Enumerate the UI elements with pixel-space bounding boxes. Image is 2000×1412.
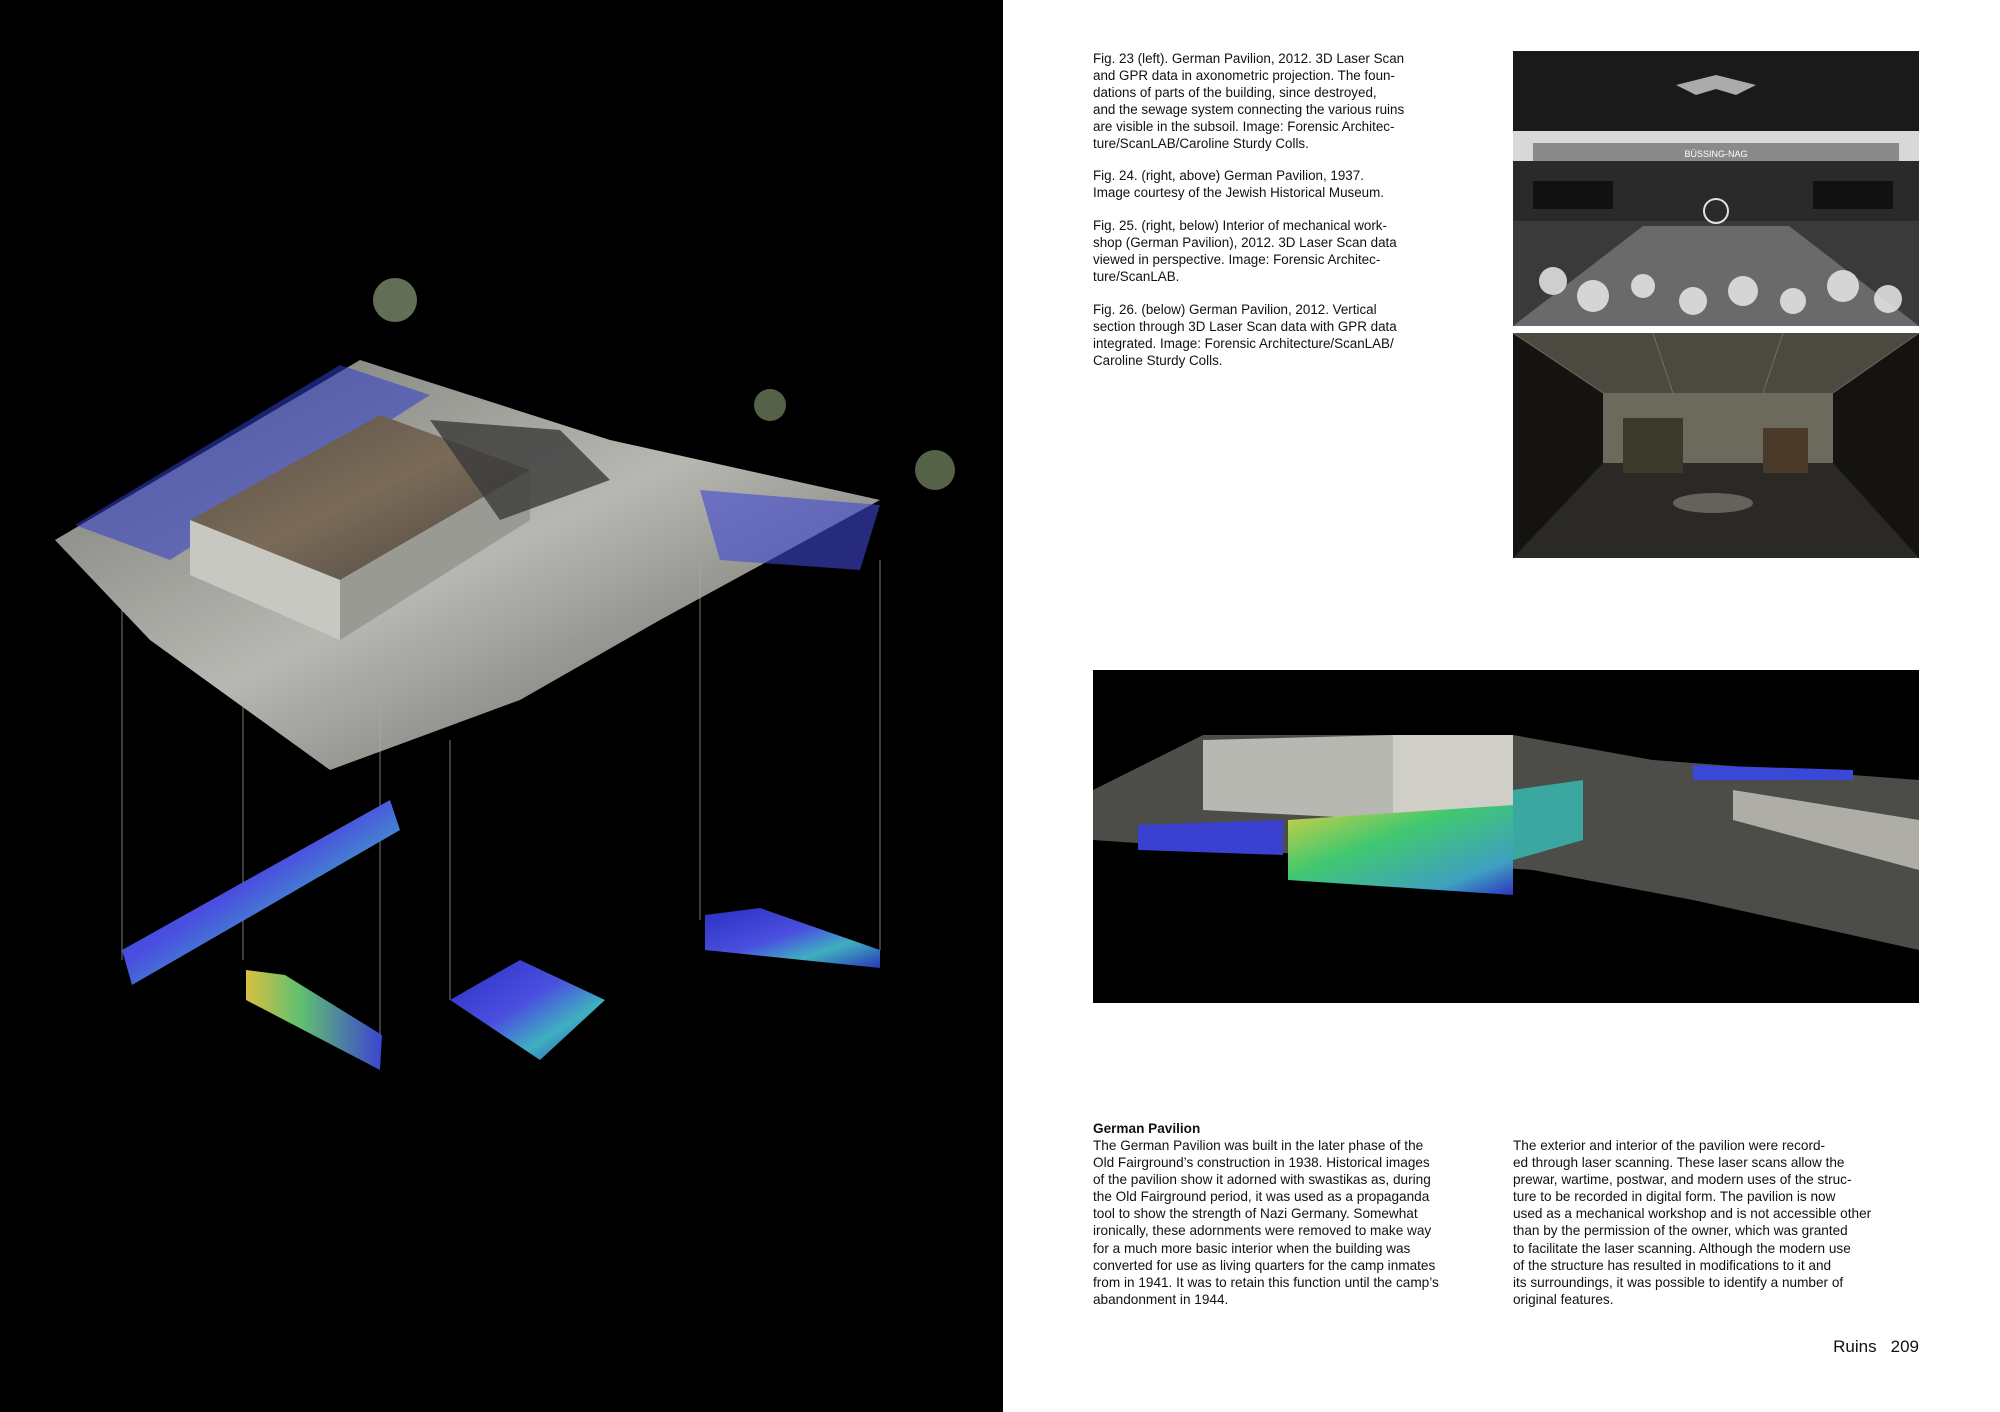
article-column-2: The exterior and interior of the pavilion were record- ed through laser scanning. These laser scans allow the prewar, wartime, postwar, and modern uses of the struc- ture to be recorded in digital form. The pavilion is now used as a mechanical workshop and is not accessible other than by the permission of the owner, which was granted to facilitate the laser scanning. Although the modern use of the structure has resulted in modifications to it and its surroundings, it was possible to identify a number of original features. bbox=[1513, 1138, 1872, 1307]
page-folio bbox=[1819, 1337, 1919, 1357]
tree-scan bbox=[754, 389, 786, 421]
tree-scan bbox=[373, 278, 417, 322]
article-column-1: The German Pavilion was built in the later phase of the Old Fairground’s construction in 1938. Historical images of the pavilion show it adorned with swastikas as, during the Old Fairground period, it was used as a propaganda tool to show the strength of Nazi Germany. Somewhat ironically, these adornments were removed to make way for a much more basic interior when the building was converted for use as living quarters for the camp inmates from in 1941. It was to retain this function until the camp’s abandonment in 1944. bbox=[1093, 1138, 1439, 1307]
photo-workshop-interior bbox=[1513, 333, 1919, 558]
caption-fig-23: Fig. 23 (left). German Pavilion, 2012. 3D Laser Scan and GPR data in axonometric projection. The foun- dations of parts of the building, since destroyed, and the sewage system connecting the various ruins are visible in the subsoil. Image: Forensic Architec- ture/ScanLAB/Caroline Sturdy Colls. bbox=[1093, 51, 1405, 151]
photo-vertical-section-scan bbox=[1093, 670, 1919, 1003]
gpr-band-center bbox=[1288, 805, 1513, 895]
tree-scan bbox=[915, 450, 955, 490]
photo-banner-text: BÜSSING-NAG bbox=[1684, 149, 1748, 159]
caption-fig-26: Fig. 26. (below) German Pavilion, 2012. Vertical section through 3D Laser Scan data with GPR data integrated. Image: Forensic Architecture/ScanLAB/ Caroline Sturdy Colls. bbox=[1093, 301, 1397, 368]
article-heading: German Pavilion bbox=[1093, 1121, 1201, 1136]
gpr-slab-ruin bbox=[450, 960, 605, 1060]
figure-captions bbox=[1093, 51, 1473, 386]
folio-section: Ruins bbox=[1833, 1337, 1877, 1356]
gpr-slab-east bbox=[705, 908, 880, 968]
caption-fig-24: Fig. 24. (right, above) German Pavilion, 1937. Image courtesy of the Jewish Historical Museum. bbox=[1093, 168, 1384, 201]
gpr-slab-sewage bbox=[122, 800, 400, 985]
section-building bbox=[1203, 735, 1393, 820]
ground-point-cloud bbox=[55, 360, 880, 770]
truck-shape bbox=[1623, 418, 1683, 473]
gpr-slab-foundation bbox=[246, 970, 382, 1070]
photo-german-pavilion-1937 bbox=[1513, 51, 1919, 326]
caption-fig-25: Fig. 25. (right, below) Interior of mechanical work- shop (German Pavilion), 2012. 3D Laser Scan data viewed in perspective. Image: Forensic Architec- ture/ScanLAB. bbox=[1093, 218, 1397, 284]
gpr-band-left bbox=[1138, 820, 1283, 855]
folio-page-number: 209 bbox=[1890, 1337, 1919, 1356]
